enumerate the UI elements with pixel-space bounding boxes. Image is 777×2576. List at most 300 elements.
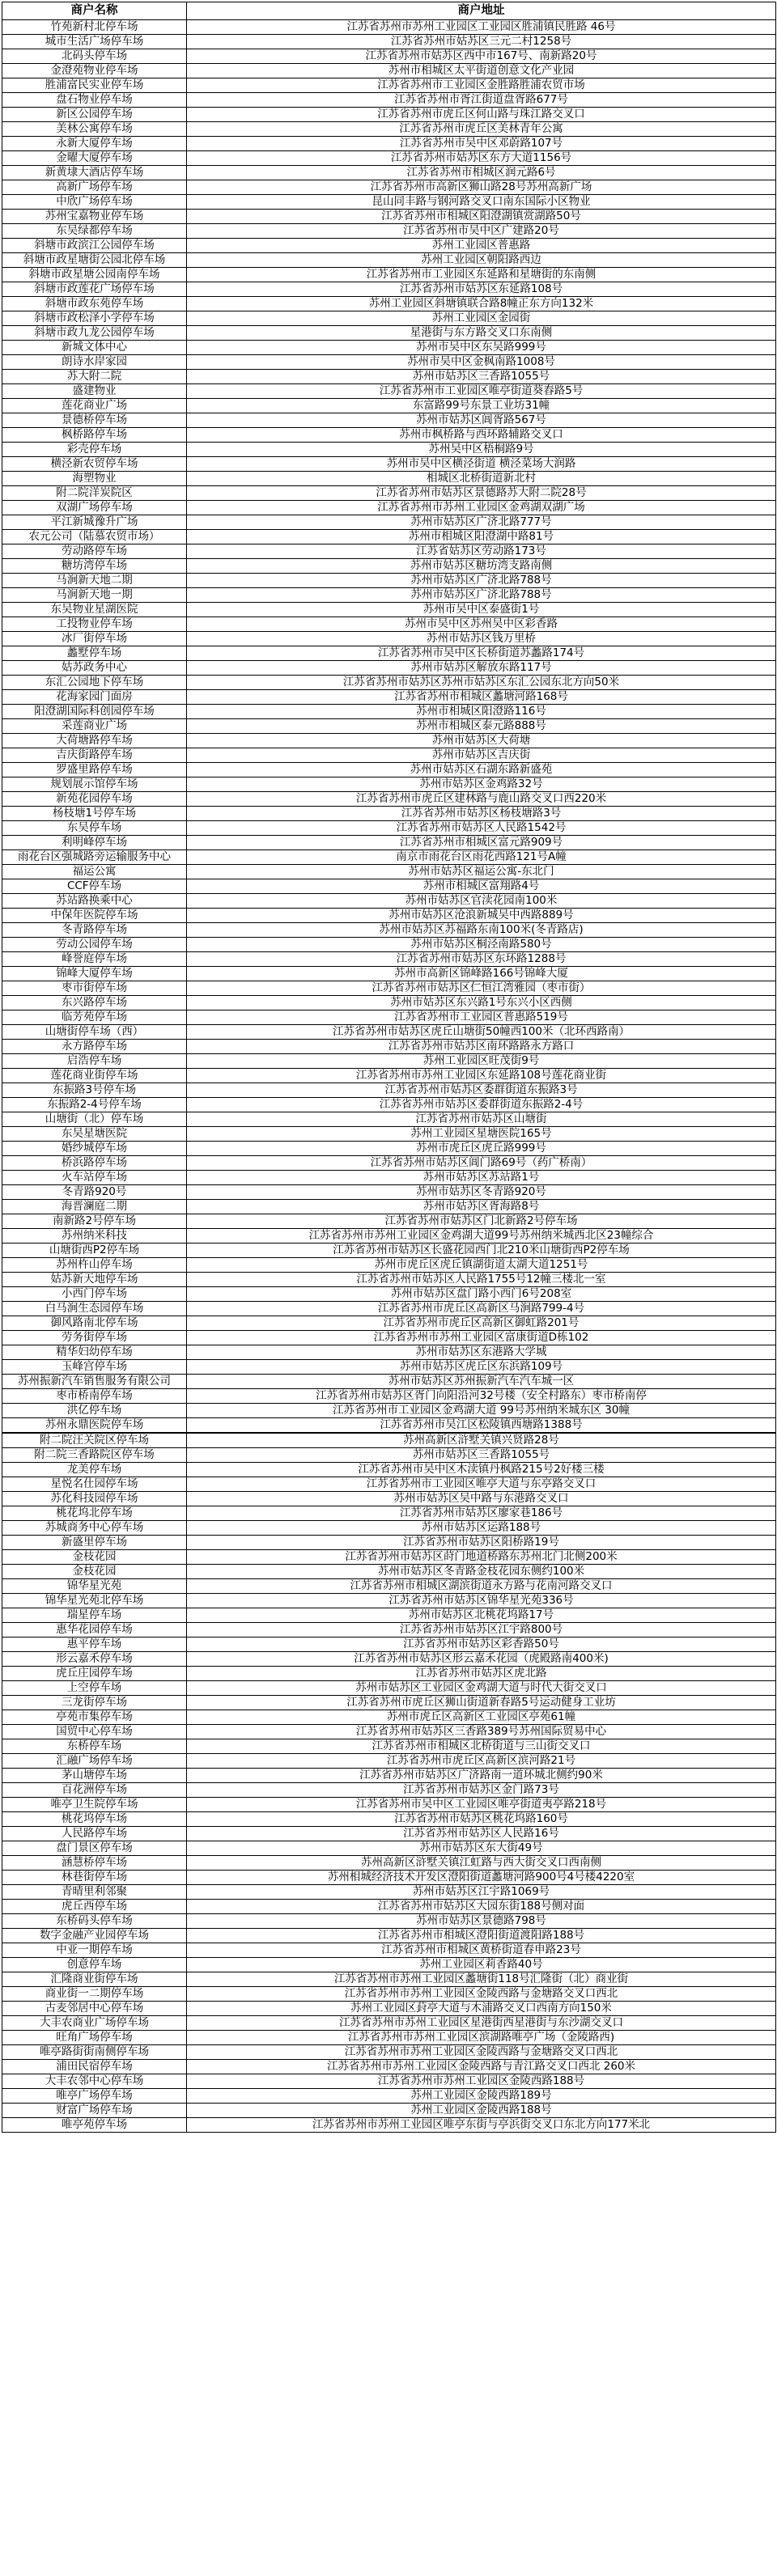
merchant-name-cell: 苏州永鼎医院停车场 bbox=[2, 1418, 187, 1434]
merchant-address-cell: 苏州市姑苏区北桃花坞路17号 bbox=[187, 1608, 776, 1623]
merchant-name-cell: 平江新城豫升广场 bbox=[2, 515, 187, 530]
table-row bbox=[2, 1258, 776, 1273]
merchant-address-cell: 江苏省苏州市姑苏区形云嘉禾花园（虎殿路南400米) bbox=[187, 1652, 776, 1667]
merchant-address-cell: 苏州工业园区星塘医院165号 bbox=[187, 1127, 776, 1142]
merchant-address-cell: 相城区北桥街道新北村 bbox=[187, 472, 776, 486]
merchant-name-cell: 马涧新天地二期 bbox=[2, 574, 187, 588]
table-row bbox=[2, 108, 776, 122]
table-row bbox=[2, 253, 776, 268]
merchant-name-cell: 永方路停车场 bbox=[2, 1040, 187, 1054]
merchant-address-cell: 苏州市姑苏区阊胥路567号 bbox=[187, 413, 776, 428]
merchant-name-cell: 玉峰宫停车场 bbox=[2, 1360, 187, 1375]
merchant-address-cell: 苏州市姑苏区金鸡路32号 bbox=[187, 777, 776, 792]
merchant-address-cell: 苏州市姑苏区苏福路东南100米(冬青路店) bbox=[187, 923, 776, 938]
table-row bbox=[2, 2016, 776, 2031]
table-row bbox=[2, 1448, 776, 1463]
table-row bbox=[2, 1302, 776, 1316]
table-row bbox=[2, 821, 776, 836]
merchant-name-cell: 马涧新天地一期 bbox=[2, 588, 187, 603]
merchant-address-cell: 江苏省苏州市工业园区东延路和星塘街的东南侧 bbox=[187, 268, 776, 282]
table-row bbox=[2, 1229, 776, 1244]
merchant-address-cell: 江苏省苏州市姑苏区山塘街 bbox=[187, 1112, 776, 1127]
merchant-name-cell: CCF停车场 bbox=[2, 879, 187, 894]
table-row bbox=[2, 632, 776, 646]
merchant-address-cell: 江苏省苏州市姑苏区仁恒江湾雅园（枣市街） bbox=[187, 981, 776, 996]
merchant-name-cell: 唯亭路街街南侧停车场 bbox=[2, 2045, 187, 2060]
table-row bbox=[2, 1710, 776, 1725]
merchant-name-cell: 劳动路停车场 bbox=[2, 544, 187, 559]
merchant-address-cell: 江苏省苏州市吴中区邓蔚路107号 bbox=[187, 137, 776, 151]
merchant-name-cell: 横泾新农贸停车场 bbox=[2, 457, 187, 472]
merchant-name-cell: 金枝花园 bbox=[2, 1550, 187, 1565]
merchant-table bbox=[2, 2, 776, 2133]
table-row bbox=[2, 1098, 776, 1112]
table-row bbox=[2, 370, 776, 384]
merchant-address-cell: 苏州市枫桥路与西环路辅路交叉口 bbox=[187, 428, 776, 443]
merchant-name-cell: 婚纱城停车场 bbox=[2, 1142, 187, 1156]
merchant-name-cell: 龙美停车场 bbox=[2, 1463, 187, 1477]
table-row bbox=[2, 1900, 776, 1914]
table-row bbox=[2, 413, 776, 428]
merchant-name-cell: 杨枝塘1号停车场 bbox=[2, 807, 187, 821]
merchant-address-cell: 江苏省苏州市吴江区松陵镇西塘路1388号 bbox=[187, 1418, 776, 1434]
merchant-address-cell: 苏州市姑苏区福运公寓-东北门 bbox=[187, 865, 776, 879]
merchant-address-cell: 江苏省苏州市姑苏区委群街道东振路3号 bbox=[187, 1083, 776, 1098]
merchant-name-cell: 瑞星停车场 bbox=[2, 1608, 187, 1623]
merchant-name-cell: 桥浜路停车场 bbox=[2, 1156, 187, 1171]
merchant-name-cell: 盛建物业 bbox=[2, 384, 187, 399]
merchant-name-cell: 斜塘市政星塘街公园北停车场 bbox=[2, 253, 187, 268]
merchant-address-cell: 江苏省苏州市工业园区唯亭大道与东亭路交叉口 bbox=[187, 1477, 776, 1492]
table-row bbox=[2, 239, 776, 253]
merchant-address-cell: 江苏省苏州市苏州工业园区蠡塘街118号汇隆街（北）商业街 bbox=[187, 1972, 776, 1987]
merchant-address-cell: 苏州工业园区斜塘镇联合路8幢正东方向132米 bbox=[187, 297, 776, 311]
table-row bbox=[2, 1331, 776, 1345]
merchant-address-cell: 苏州市姑苏区盘门路小西门6号208室 bbox=[187, 1287, 776, 1302]
table-row bbox=[2, 690, 776, 705]
merchant-address-cell: 苏州市姑苏区广济北路788号 bbox=[187, 574, 776, 588]
merchant-address-cell: 江苏省苏州市姑苏区景德路苏大附二院28号 bbox=[187, 486, 776, 501]
merchant-address-cell: 苏州市姑苏区工业园区金鸡湖大道与时代大街交叉口 bbox=[187, 1681, 776, 1696]
merchant-name-cell: 东振路2-4号停车场 bbox=[2, 1098, 187, 1112]
table-row bbox=[2, 443, 776, 457]
merchant-address-cell: 江苏省苏州市工业园区唯亭街道葵舂路5号 bbox=[187, 384, 776, 399]
table-row bbox=[2, 559, 776, 574]
table-row bbox=[2, 1360, 776, 1375]
table-row bbox=[2, 705, 776, 719]
merchant-address-cell: 江苏省苏州市苏州工业园区唯亭东街与亭浜街交叉口东北方向177米北 bbox=[187, 2118, 776, 2133]
merchant-name-cell: 高新广场停车场 bbox=[2, 180, 187, 195]
merchant-address-cell: 江苏省苏州市姑苏区东方大道1156号 bbox=[187, 151, 776, 166]
table-row bbox=[2, 1214, 776, 1229]
merchant-name-cell: 金澄苑物业停车场 bbox=[2, 64, 187, 78]
merchant-address-cell: 南京市雨花台区雨花西路121号A幢 bbox=[187, 850, 776, 865]
merchant-address-cell: 昆山同丰路与钢河路交叉口南东国际小区物业 bbox=[187, 195, 776, 210]
table-row bbox=[2, 2045, 776, 2060]
merchant-name-cell: 东桥停车场 bbox=[2, 1739, 187, 1754]
table-row bbox=[2, 763, 776, 777]
merchant-name-cell: 财富广场停车场 bbox=[2, 2104, 187, 2118]
merchant-name-cell: 新苑花园停车场 bbox=[2, 792, 187, 807]
merchant-address-cell: 江苏省苏州市相城区富元路909号 bbox=[187, 836, 776, 850]
table-row bbox=[2, 734, 776, 748]
merchant-address-cell: 苏州市姑苏区糖坊湾支路南侧 bbox=[187, 559, 776, 574]
merchant-name-cell: 附二院三香路院区停车场 bbox=[2, 1448, 187, 1463]
merchant-name-cell: 美林公寓停车场 bbox=[2, 122, 187, 137]
merchant-address-cell: 江苏省苏州市虎丘区何山路与珠江路交叉口 bbox=[187, 108, 776, 122]
merchant-address-cell: 江苏省苏州市苏州工业园区金鸡湖大道99号苏州纳米城西北区23幢综合 bbox=[187, 1229, 776, 1244]
merchant-address-cell: 苏州市高新区锦峰路166号锦峰大厦 bbox=[187, 967, 776, 981]
merchant-name-cell: 竹苑新村北停车场 bbox=[2, 20, 187, 35]
table-row bbox=[2, 1389, 776, 1404]
table-row bbox=[2, 1477, 776, 1492]
merchant-name-cell: 苏大附二院 bbox=[2, 370, 187, 384]
table-row bbox=[2, 807, 776, 821]
merchant-address-cell: 江苏省苏州市相城区阳澄湖镇赏湖路50号 bbox=[187, 210, 776, 224]
table-row bbox=[2, 35, 776, 49]
merchant-address-cell: 苏州工业园区旺茂街9号 bbox=[187, 1054, 776, 1069]
merchant-address-cell: 江苏省苏州市姑苏区虎北路 bbox=[187, 1667, 776, 1681]
merchant-address-cell: 江苏省苏州市姑苏区锦华星光苑336号 bbox=[187, 1594, 776, 1608]
table-row bbox=[2, 1345, 776, 1360]
table-row bbox=[2, 2002, 776, 2016]
merchant-name-cell: 枣市桥南停车场 bbox=[2, 1389, 187, 1404]
table-row bbox=[2, 2031, 776, 2045]
merchant-address-cell: 苏州市姑苏区三香路1055号 bbox=[187, 1448, 776, 1463]
merchant-address-cell: 东富路99号东景工业坊31幢 bbox=[187, 399, 776, 413]
table-row bbox=[2, 879, 776, 894]
table-row bbox=[2, 311, 776, 326]
table-row bbox=[2, 1054, 776, 1069]
merchant-name-cell: 斜塘市政松泽小学停车场 bbox=[2, 311, 187, 326]
merchant-address-cell: 江苏省苏州市姑苏区廖家巷186号 bbox=[187, 1506, 776, 1521]
table-row bbox=[2, 938, 776, 952]
merchant-name-cell: 海晋澜庭二期 bbox=[2, 1200, 187, 1214]
merchant-address-cell: 江苏省苏州市苏州工业园区滨湖路唯亭广场（金陵路西) bbox=[187, 2031, 776, 2045]
merchant-address-cell: 江苏省苏州市虎丘区狮山街道新春路5号运动健身工业坊 bbox=[187, 1696, 776, 1710]
table-row bbox=[2, 355, 776, 370]
merchant-name-cell: 青晴里利邻聚 bbox=[2, 1885, 187, 1900]
merchant-address-cell: 苏州市虎丘区虎丘镇湖街道太湖大道1251号 bbox=[187, 1258, 776, 1273]
merchant-name-cell: 新区公园停车场 bbox=[2, 108, 187, 122]
merchant-name-cell: 苏州振新汽车销售服务有限公司 bbox=[2, 1375, 187, 1389]
merchant-address-cell: 江苏省苏州市姑苏区大园东街188号侧对面 bbox=[187, 1900, 776, 1914]
table-row bbox=[2, 49, 776, 64]
merchant-address-cell: 江苏省苏州市苏州工业园区富康街道D栋102 bbox=[187, 1331, 776, 1345]
merchant-name-cell: 东振路3号停车场 bbox=[2, 1083, 187, 1098]
merchant-name-cell: 山塘街（北）停车场 bbox=[2, 1112, 187, 1127]
merchant-name-cell: 惠平停车场 bbox=[2, 1638, 187, 1652]
merchant-address-cell: 江苏省苏州市姑苏区人民路16号 bbox=[187, 1827, 776, 1841]
merchant-address-cell: 江苏省苏州市工业园区普惠路519号 bbox=[187, 1010, 776, 1025]
merchant-address-cell: 江苏省苏州市相城区黄桥街道春申路23号 bbox=[187, 1943, 776, 1958]
merchant-address-cell: 苏州市吴中区金枫南路1008号 bbox=[187, 355, 776, 370]
merchant-name-cell: 利明峰停车场 bbox=[2, 836, 187, 850]
merchant-address-cell: 苏州工业园区葑亭大道与木浦路交叉口西南方向150米 bbox=[187, 2002, 776, 2016]
merchant-address-cell: 苏州工业园区金陵西路189号 bbox=[187, 2089, 776, 2104]
table-row bbox=[2, 1739, 776, 1754]
merchant-address-cell: 江苏省苏州市姑苏区三香路389号苏州国际贸易中心 bbox=[187, 1725, 776, 1739]
merchant-address-cell: 江苏省苏州市苏州工业园区金陵西路与青江路交叉口西北 260米 bbox=[187, 2060, 776, 2074]
merchant-address-cell: 苏州市姑苏区吴中路与东港路交叉口 bbox=[187, 1492, 776, 1506]
merchant-name-cell: 海塑物业 bbox=[2, 472, 187, 486]
table-row bbox=[2, 1652, 776, 1667]
merchant-name-cell: 南新路2号停车场 bbox=[2, 1214, 187, 1229]
merchant-name-cell: 东汇公园地下停车场 bbox=[2, 676, 187, 690]
merchant-address-cell: 苏州市相城区阳澄湖中路81号 bbox=[187, 530, 776, 544]
merchant-name-cell: 采莲商业广场 bbox=[2, 719, 187, 734]
merchant-name-cell: 景德桥停车场 bbox=[2, 413, 187, 428]
merchant-address-cell: 江苏省苏州市姑苏区东延路108号 bbox=[187, 282, 776, 297]
merchant-address-cell: 苏州市相城区太平街道创意文化产业园 bbox=[187, 64, 776, 78]
merchant-name-cell: 唯亭苑停车场 bbox=[2, 2118, 187, 2133]
merchant-name-cell: 新黄埭大酒店停车场 bbox=[2, 166, 187, 180]
merchant-address-cell: 江苏省苏州市胥江街道盘胥路677号 bbox=[187, 93, 776, 108]
merchant-name-cell: 三龙街停车场 bbox=[2, 1696, 187, 1710]
merchant-address-cell: 苏州工业园区莉香路40号 bbox=[187, 1958, 776, 1972]
merchant-name-cell: 冬青路920号 bbox=[2, 1185, 187, 1200]
table-row bbox=[2, 2060, 776, 2074]
merchant-name-cell: 莲花商业广场 bbox=[2, 399, 187, 413]
merchant-address-cell: 江苏省苏州市姑苏区桃花坞路160号 bbox=[187, 1812, 776, 1827]
merchant-address-cell: 苏州工业园区普惠路 bbox=[187, 239, 776, 253]
merchant-name-cell: 双湖广场停车场 bbox=[2, 501, 187, 515]
table-row bbox=[2, 1185, 776, 1200]
table-row bbox=[2, 2118, 776, 2133]
merchant-address-cell: 江苏省苏州市姑苏区门北新路2号停车场 bbox=[187, 1214, 776, 1229]
merchant-name-cell: 桃花坞北停车场 bbox=[2, 1506, 187, 1521]
merchant-address-cell: 江苏省苏州市姑苏区金门路73号 bbox=[187, 1783, 776, 1798]
merchant-address-cell: 苏州市姑苏区东兴路1号东兴小区西侧 bbox=[187, 996, 776, 1010]
merchant-name-cell: 形云嘉禾停车场 bbox=[2, 1652, 187, 1667]
merchant-address-cell: 苏州市姑苏区虎丘区东浜路109号 bbox=[187, 1360, 776, 1375]
table-row bbox=[2, 78, 776, 93]
merchant-address-cell: 苏州市姑苏区苏站路1号 bbox=[187, 1171, 776, 1185]
table-row bbox=[2, 428, 776, 443]
merchant-address-cell: 江苏省苏州市姑苏区江宇路800号 bbox=[187, 1623, 776, 1638]
merchant-name-cell: 上空停车场 bbox=[2, 1681, 187, 1696]
merchant-address-cell: 苏州高新区浒墅关镇兴贤路28号 bbox=[187, 1433, 776, 1448]
merchant-address-cell: 江苏省苏州市姑苏区胥门向阳沿河32号楼（安全村路东）枣市桥南停 bbox=[187, 1389, 776, 1404]
merchant-address-cell: 江苏省苏州市相城区北桥街道与三山街交叉口 bbox=[187, 1739, 776, 1754]
merchant-address-cell: 江苏省苏州市苏州工业园区星港街西星港街与东沙湖交叉口 bbox=[187, 2016, 776, 2031]
merchant-name-cell: 虎丘西停车场 bbox=[2, 1900, 187, 1914]
table-row bbox=[2, 1841, 776, 1856]
merchant-name-cell: 茅山塘停车场 bbox=[2, 1769, 187, 1783]
merchant-name-cell: 东吴绿都停车场 bbox=[2, 224, 187, 239]
merchant-address-cell: 江苏省苏州市姑苏区阳桥路19号 bbox=[187, 1536, 776, 1550]
merchant-address-cell: 苏州市姑苏区冬青路金枝花园东侧约100米 bbox=[187, 1565, 776, 1579]
table-row bbox=[2, 865, 776, 879]
merchant-address-cell: 苏州市姑苏区广济北路788号 bbox=[187, 588, 776, 603]
merchant-address-cell: 苏州市相城区富翔路4号 bbox=[187, 879, 776, 894]
table-row bbox=[2, 1273, 776, 1287]
merchant-address-cell: 苏州市吴中区东吴路999号 bbox=[187, 341, 776, 355]
merchant-name-cell: 旺角广场停车场 bbox=[2, 2031, 187, 2045]
merchant-name-cell: 国贸中心停车场 bbox=[2, 1725, 187, 1739]
merchant-name-cell: 阳澄湖国际科创园停车场 bbox=[2, 705, 187, 719]
merchant-address-cell: 江苏省苏州市姑苏区东环路1288号 bbox=[187, 952, 776, 967]
table-row bbox=[2, 486, 776, 501]
table-row bbox=[2, 1667, 776, 1681]
merchant-name-cell: 工投物业停车场 bbox=[2, 617, 187, 632]
merchant-address-cell: 苏州市姑苏区吉庆街 bbox=[187, 748, 776, 763]
table-row bbox=[2, 399, 776, 413]
merchant-name-cell: 东吴星塘医院 bbox=[2, 1127, 187, 1142]
table-row bbox=[2, 210, 776, 224]
merchant-address-cell: 江苏省苏州市吴中区广建路20号 bbox=[187, 224, 776, 239]
table-row bbox=[2, 1638, 776, 1652]
merchant-name-cell: 雨花台区强城路旁运输服务中心 bbox=[2, 850, 187, 865]
merchant-address-cell: 苏州市吴中区苏州吴中区彩香路 bbox=[187, 617, 776, 632]
merchant-address-cell: 江苏省苏州市姑苏区长盛花园西门北210米山塘街西P2停车场 bbox=[187, 1244, 776, 1258]
table-row bbox=[2, 661, 776, 676]
merchant-name-cell: 枫桥路停车场 bbox=[2, 428, 187, 443]
merchant-address-cell: 江苏省苏州市苏州工业园区金陵西路与金塘路交叉口西北 bbox=[187, 2045, 776, 2060]
table-row bbox=[2, 676, 776, 690]
merchant-address-cell: 江苏省苏州市虎丘区高新区滨河路21号 bbox=[187, 1754, 776, 1769]
merchant-address-cell: 江苏省苏州市姑苏区杨枝塘路3号 bbox=[187, 807, 776, 821]
merchant-name-cell: 林巷街停车场 bbox=[2, 1871, 187, 1885]
merchant-name-cell: 东吴停车场 bbox=[2, 821, 187, 836]
merchant-address-cell: 江苏省苏州市虎丘区美林青年公寓 bbox=[187, 122, 776, 137]
merchant-name-cell: 汇融广场停车场 bbox=[2, 1754, 187, 1769]
merchant-name-cell: 东吴物业星湖医院 bbox=[2, 603, 187, 617]
merchant-address-cell: 江苏省苏州市姑苏区虎丘山塘街50幢西100米（北环西路南） bbox=[187, 1025, 776, 1040]
table-row bbox=[2, 1040, 776, 1054]
merchant-name-cell: 大荷塘路停车场 bbox=[2, 734, 187, 748]
table-row bbox=[2, 1010, 776, 1025]
table-row bbox=[2, 1594, 776, 1608]
table-row bbox=[2, 1696, 776, 1710]
table-row bbox=[2, 1375, 776, 1389]
merchant-name-cell: 盘门景区停车场 bbox=[2, 1841, 187, 1856]
merchant-address-cell: 江苏省苏州市虎丘区建林路与鹿山路交叉口西220米 bbox=[187, 792, 776, 807]
table-row bbox=[2, 1550, 776, 1565]
merchant-address-cell: 苏州市姑苏区胥海路8号 bbox=[187, 1200, 776, 1214]
merchant-address-cell: 苏州市姑苏区景德路798号 bbox=[187, 1914, 776, 1929]
table-row bbox=[2, 1812, 776, 1827]
merchant-address-cell: 江苏省苏州市姑苏区南环路路永方路口 bbox=[187, 1040, 776, 1054]
table-row bbox=[2, 588, 776, 603]
merchant-address-cell: 江苏省苏州市工业园区金鸡湖大道 99号苏州纳米城东区 30幢 bbox=[187, 1404, 776, 1418]
merchant-name-cell: 胜浦富民实业停车场 bbox=[2, 78, 187, 93]
merchant-address-cell: 苏州市姑苏区桐泾南路580号 bbox=[187, 938, 776, 952]
column-header-name: 商户名称 bbox=[2, 2, 187, 20]
table-row bbox=[2, 1623, 776, 1638]
merchant-name-cell: 斜塘市政滨江公园停车场 bbox=[2, 239, 187, 253]
merchant-address-cell: 苏州市姑苏区运路188号 bbox=[187, 1521, 776, 1536]
merchant-name-cell: 大丰农商业广场停车场 bbox=[2, 2016, 187, 2031]
merchant-name-cell: 东兴路停车场 bbox=[2, 996, 187, 1010]
table-row bbox=[2, 1769, 776, 1783]
table-row bbox=[2, 544, 776, 559]
merchant-name-cell: 人民路停车场 bbox=[2, 1827, 187, 1841]
table-row bbox=[2, 1579, 776, 1594]
table-row bbox=[2, 1200, 776, 1214]
merchant-name-cell: 冬青路停车场 bbox=[2, 923, 187, 938]
table-row bbox=[2, 1521, 776, 1536]
table-row bbox=[2, 777, 776, 792]
merchant-name-cell: 大丰农邻中心停车场 bbox=[2, 2074, 187, 2089]
merchant-address-cell: 江苏省苏州市吴中区工业园区唯亭街道夷亭路218号 bbox=[187, 1798, 776, 1812]
table-row bbox=[2, 1885, 776, 1900]
merchant-address-cell: 星港街与东方路交叉口东南侧 bbox=[187, 326, 776, 341]
table-row bbox=[2, 1987, 776, 2002]
merchant-name-cell: 苏州杵山停车场 bbox=[2, 1258, 187, 1273]
merchant-address-cell: 江苏省苏州市相城区润元路6号 bbox=[187, 166, 776, 180]
merchant-address-cell: 江苏省苏州市姑苏区人民路1542号 bbox=[187, 821, 776, 836]
table-row bbox=[2, 850, 776, 865]
merchant-address-cell: 江苏省苏州市姑苏区莳门地道桥路东苏州北门北侧200米 bbox=[187, 1550, 776, 1565]
table-row bbox=[2, 282, 776, 297]
merchant-name-cell: 规划展示馆停车场 bbox=[2, 777, 187, 792]
merchant-name-cell: 启浩停车场 bbox=[2, 1054, 187, 1069]
merchant-name-cell: 山塘街停车场（西） bbox=[2, 1025, 187, 1040]
table-row bbox=[2, 1958, 776, 1972]
merchant-address-cell: 江苏省苏州市相城区湖滨街道永方路与花南河路交叉口 bbox=[187, 1579, 776, 1594]
merchant-name-cell: 东桥码头停车场 bbox=[2, 1914, 187, 1929]
merchant-name-cell: 农元公司（陆慕农贸市场） bbox=[2, 530, 187, 544]
table-row bbox=[2, 1127, 776, 1142]
merchant-address-cell: 苏州市姑苏区江宇路1069号 bbox=[187, 1885, 776, 1900]
table-row bbox=[2, 792, 776, 807]
table-row bbox=[2, 1083, 776, 1098]
merchant-name-cell: 汇隆商业街停车场 bbox=[2, 1972, 187, 1987]
table-row bbox=[2, 1608, 776, 1623]
merchant-name-cell: 苏州纳米科技 bbox=[2, 1229, 187, 1244]
merchant-address-cell: 江苏省苏州市工业园区金胜路胜浦农贸市场 bbox=[187, 78, 776, 93]
table-row bbox=[2, 137, 776, 151]
table-row bbox=[2, 1565, 776, 1579]
table-row bbox=[2, 530, 776, 544]
merchant-address-cell: 江苏省苏州市吴中区木渎镇丹枫路215号2好楼三楼 bbox=[187, 1463, 776, 1477]
merchant-name-cell: 苏州宝嘉物业停车场 bbox=[2, 210, 187, 224]
merchant-address-cell: 苏州市姑苏区石湖东路新盛苑 bbox=[187, 763, 776, 777]
merchant-address-cell: 苏州市姑苏区广济北路777号 bbox=[187, 515, 776, 530]
merchant-name-cell: 百花洲停车场 bbox=[2, 1783, 187, 1798]
merchant-address-cell: 苏州市姑苏区苏州振新汽车汽车城一区 bbox=[187, 1375, 776, 1389]
table-row bbox=[2, 1025, 776, 1040]
merchant-name-cell: 姑苏新天地停车场 bbox=[2, 1273, 187, 1287]
merchant-name-cell: 小西门停车场 bbox=[2, 1287, 187, 1302]
merchant-name-cell: 苏城商务中心停车场 bbox=[2, 1521, 187, 1536]
merchant-name-cell: 金枝花园 bbox=[2, 1565, 187, 1579]
table-row bbox=[2, 719, 776, 734]
merchant-name-cell: 金曜大厦停车场 bbox=[2, 151, 187, 166]
table-row bbox=[2, 501, 776, 515]
table-row bbox=[2, 384, 776, 399]
table-row bbox=[2, 1681, 776, 1696]
table-row bbox=[2, 151, 776, 166]
merchant-address-cell: 苏州吴中区梧桐路9号 bbox=[187, 443, 776, 457]
merchant-address-cell: 苏州工业园区金园街 bbox=[187, 311, 776, 326]
table-row bbox=[2, 457, 776, 472]
table-row bbox=[2, 2074, 776, 2089]
table-row bbox=[2, 64, 776, 78]
merchant-address-cell: 苏州高新区浒墅关镇江虹路与西大街交叉口西南侧 bbox=[187, 1856, 776, 1871]
merchant-address-cell: 江苏省苏州市姑苏区彩香路50号 bbox=[187, 1638, 776, 1652]
table-row bbox=[2, 1856, 776, 1871]
merchant-name-cell: 吉庆街路停车场 bbox=[2, 748, 187, 763]
table-row bbox=[2, 1914, 776, 1929]
merchant-address-cell: 江苏省苏州市姑苏区苏州市姑苏区东汇公园东北方向50米 bbox=[187, 676, 776, 690]
merchant-name-cell: 唯亭卫生院停车场 bbox=[2, 1798, 187, 1812]
merchant-address-cell: 苏州市姑苏区大荷塘 bbox=[187, 734, 776, 748]
merchant-address-cell: 苏州市相城区泰元路888号 bbox=[187, 719, 776, 734]
merchant-name-cell: 斜塘市政星塘公园南停车场 bbox=[2, 268, 187, 282]
merchant-name-cell: 御风路南北停车场 bbox=[2, 1316, 187, 1331]
